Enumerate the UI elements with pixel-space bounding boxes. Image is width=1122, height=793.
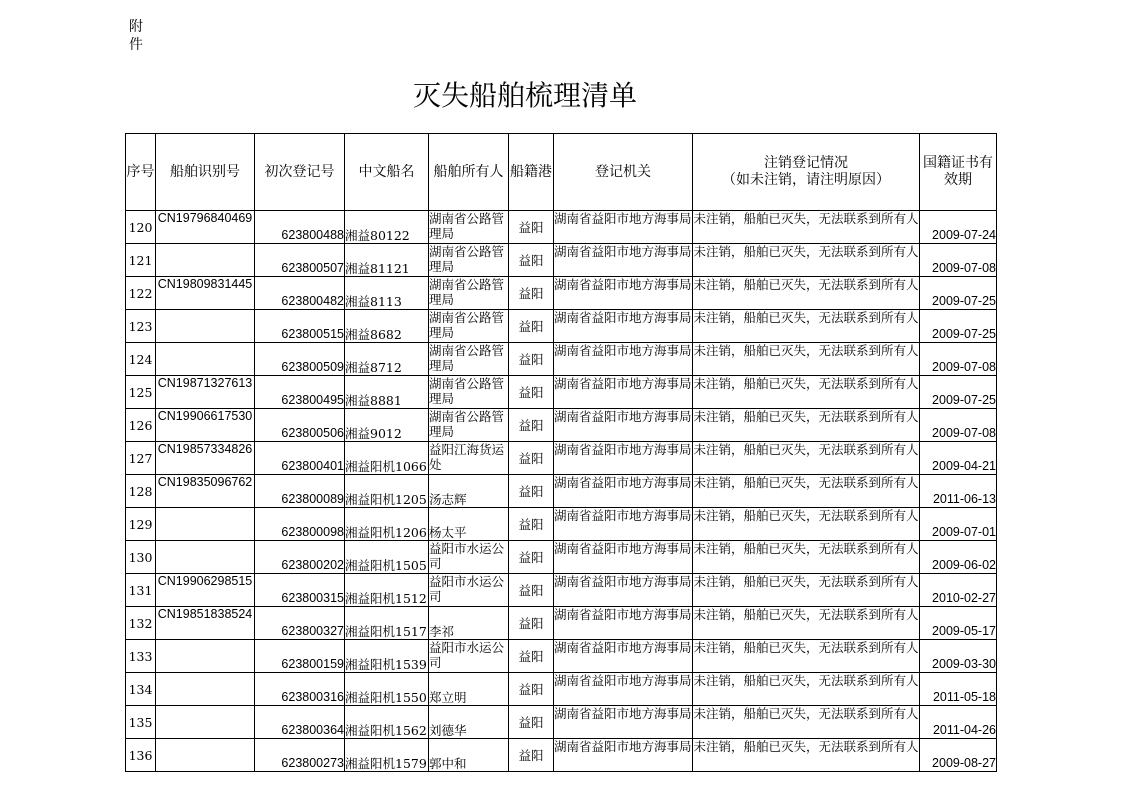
cell-status: 未注销，船舶已灭失，无法联系到所有人 [693,607,920,640]
cell-status: 未注销，船舶已灭失，无法联系到所有人 [693,244,920,277]
table-row [126,211,997,244]
cell-reg-no: 623800098 [255,508,345,541]
cell-seq: 120 [126,211,156,244]
header-name: 中文船名 [345,134,429,211]
cell-owner: 湖南省公路管理局 [429,211,509,244]
cell-seq: 124 [126,343,156,376]
header-owner: 船舶所有人 [429,134,509,211]
cell-validity: 2010-02-27 [920,574,997,607]
cell-seq: 129 [126,508,156,541]
header-status [693,134,920,211]
cell-office: 湖南省益阳市地方海事局 [554,673,693,706]
table-row [126,607,997,640]
cell-seq: 127 [126,442,156,475]
cell-validity: 2011-06-13 [920,475,997,508]
cell-reg-no: 623800488 [255,211,345,244]
cell-mmsi [156,244,255,277]
cell-port: 益阳 [509,607,554,640]
cell-validity: 2009-07-25 [920,277,997,310]
cell-name: 湘益阳机1205 [345,475,429,508]
cell-reg-no: 623800316 [255,673,345,706]
cell-mmsi: CN19851838524 [156,607,255,640]
cell-owner: 益阳江海货运处 [429,442,509,475]
cell-seq: 121 [126,244,156,277]
table-row [126,541,997,574]
cell-owner: 湖南省公路管理局 [429,277,509,310]
table-row [126,508,997,541]
cell-mmsi: CN19796840469 [156,211,255,244]
header-row [126,134,997,211]
cell-validity: 2009-07-08 [920,409,997,442]
cell-seq: 126 [126,409,156,442]
cell-port: 益阳 [509,574,554,607]
cell-name: 湘益81121 [345,244,429,277]
cell-owner: 益阳市水运公司 [429,640,509,673]
vessel-table [125,133,997,772]
cell-status: 未注销，船舶已灭失，无法联系到所有人 [693,673,920,706]
cell-mmsi: CN19835096762 [156,475,255,508]
table-row [126,244,997,277]
cell-validity: 2011-04-26 [920,706,997,739]
cell-owner: 益阳市水运公司 [429,574,509,607]
cell-seq: 123 [126,310,156,343]
cell-seq: 125 [126,376,156,409]
cell-reg-no: 623800482 [255,277,345,310]
page-title: 灭失船舶梳理清单 [412,79,637,112]
cell-status: 未注销，船舶已灭失，无法联系到所有人 [693,475,920,508]
cell-status: 未注销，船舶已灭失，无法联系到所有人 [693,739,920,772]
header-office: 登记机关 [554,134,693,211]
cell-office: 湖南省益阳市地方海事局 [554,508,693,541]
table-row [126,442,997,475]
cell-mmsi [156,310,255,343]
cell-mmsi: CN19906617530 [156,409,255,442]
cell-name: 湘益阳机1579 [345,739,429,772]
cell-mmsi [156,673,255,706]
cell-port: 益阳 [509,244,554,277]
cell-status: 未注销，船舶已灭失，无法联系到所有人 [693,211,920,244]
cell-status: 未注销，船舶已灭失，无法联系到所有人 [693,442,920,475]
cell-name: 湘益8682 [345,310,429,343]
cell-name: 湘益阳机1550 [345,673,429,706]
cell-mmsi: CN19906298515 [156,574,255,607]
table-row [126,277,997,310]
cell-name: 湘益8881 [345,376,429,409]
cell-seq: 135 [126,706,156,739]
cell-validity: 2009-07-08 [920,244,997,277]
cell-owner: 李祁 [429,607,509,640]
cell-name: 湘益8113 [345,277,429,310]
table-row [126,343,997,376]
header-validity: 国籍证书有效期 [920,134,997,211]
cell-name: 湘益阳机1505 [345,541,429,574]
cell-seq: 131 [126,574,156,607]
table-row [126,673,997,706]
cell-office: 湖南省益阳市地方海事局 [554,706,693,739]
cell-status: 未注销，船舶已灭失，无法联系到所有人 [693,706,920,739]
cell-owner: 湖南省公路管理局 [429,244,509,277]
cell-owner: 湖南省公路管理局 [429,343,509,376]
cell-port: 益阳 [509,277,554,310]
cell-port: 益阳 [509,211,554,244]
cell-port: 益阳 [509,475,554,508]
table-row [126,310,997,343]
cell-mmsi: CN19871327613 [156,376,255,409]
cell-reg-no: 623800495 [255,376,345,409]
cell-port: 益阳 [509,508,554,541]
cell-mmsi: CN19809831445 [156,277,255,310]
cell-reg-no: 623800159 [255,640,345,673]
cell-mmsi [156,706,255,739]
cell-owner: 汤志辉 [429,475,509,508]
cell-reg-no: 623800515 [255,310,345,343]
table-row [126,409,997,442]
cell-owner: 刘德华 [429,706,509,739]
cell-name: 湘益阳机1517 [345,607,429,640]
cell-validity: 2011-05-18 [920,673,997,706]
cell-owner: 杨太平 [429,508,509,541]
cell-validity: 2009-07-01 [920,508,997,541]
cell-office: 湖南省益阳市地方海事局 [554,343,693,376]
cell-office: 湖南省益阳市地方海事局 [554,244,693,277]
cell-owner: 益阳市水运公司 [429,541,509,574]
cell-status: 未注销，船舶已灭失，无法联系到所有人 [693,310,920,343]
table-row [126,706,997,739]
cell-seq: 134 [126,673,156,706]
table-row [126,475,997,508]
cell-seq: 122 [126,277,156,310]
cell-office: 湖南省益阳市地方海事局 [554,442,693,475]
cell-mmsi: CN19857334826 [156,442,255,475]
cell-office: 湖南省益阳市地方海事局 [554,739,693,772]
cell-validity: 2009-03-30 [920,640,997,673]
table-row [126,739,997,772]
cell-office: 湖南省益阳市地方海事局 [554,409,693,442]
cell-reg-no: 623800506 [255,409,345,442]
cell-validity: 2009-07-24 [920,211,997,244]
cell-port: 益阳 [509,640,554,673]
cell-port: 益阳 [509,310,554,343]
cell-name: 湘益阳机1512 [345,574,429,607]
cell-owner: 郭中和 [429,739,509,772]
table-row [126,376,997,409]
cell-port: 益阳 [509,442,554,475]
cell-status: 未注销，船舶已灭失，无法联系到所有人 [693,409,920,442]
header-seq: 序号 [126,134,156,211]
cell-status: 未注销，船舶已灭失，无法联系到所有人 [693,541,920,574]
cell-reg-no: 623800327 [255,607,345,640]
cell-mmsi [156,343,255,376]
cell-validity: 2009-08-27 [920,739,997,772]
cell-name: 湘益阳机1562 [345,706,429,739]
cell-port: 益阳 [509,343,554,376]
header-status-note: （如未注销，请注明原因） [722,172,890,188]
cell-validity: 2009-07-08 [920,343,997,376]
cell-owner: 郑立明 [429,673,509,706]
cell-office: 湖南省益阳市地方海事局 [554,607,693,640]
header-status-title: 注销登记情况 [764,155,848,171]
cell-mmsi [156,739,255,772]
cell-office: 湖南省益阳市地方海事局 [554,541,693,574]
cell-mmsi [156,508,255,541]
cell-status: 未注销，船舶已灭失，无法联系到所有人 [693,508,920,541]
cell-seq: 133 [126,640,156,673]
cell-office: 湖南省益阳市地方海事局 [554,640,693,673]
cell-reg-no: 623800202 [255,541,345,574]
cell-reg-no: 623800315 [255,574,345,607]
cell-status: 未注销，船舶已灭失，无法联系到所有人 [693,343,920,376]
cell-port: 益阳 [509,541,554,574]
cell-name: 湘益阳机1539 [345,640,429,673]
cell-validity: 2009-04-21 [920,442,997,475]
cell-status: 未注销，船舶已灭失，无法联系到所有人 [693,574,920,607]
cell-seq: 130 [126,541,156,574]
cell-port: 益阳 [509,376,554,409]
table-row [126,640,997,673]
cell-validity: 2009-07-25 [920,310,997,343]
cell-seq: 136 [126,739,156,772]
cell-owner: 湖南省公路管理局 [429,409,509,442]
cell-port: 益阳 [509,739,554,772]
cell-reg-no: 623800509 [255,343,345,376]
cell-seq: 132 [126,607,156,640]
cell-reg-no: 623800089 [255,475,345,508]
table-row [126,574,997,607]
cell-reg-no: 623800273 [255,739,345,772]
cell-validity: 2009-06-02 [920,541,997,574]
cell-port: 益阳 [509,706,554,739]
header-port: 船籍港 [509,134,554,211]
cell-name: 湘益阳机1206 [345,508,429,541]
cell-status: 未注销，船舶已灭失，无法联系到所有人 [693,640,920,673]
cell-owner: 湖南省公路管理局 [429,310,509,343]
cell-mmsi [156,640,255,673]
cell-name: 湘益阳机1066 [345,442,429,475]
cell-reg-no: 623800507 [255,244,345,277]
header-mmsi: 船舶识别号 [156,134,255,211]
cell-mmsi [156,541,255,574]
attachment-label: 附件 [129,19,143,53]
cell-validity: 2009-07-25 [920,376,997,409]
cell-office: 湖南省益阳市地方海事局 [554,211,693,244]
cell-port: 益阳 [509,673,554,706]
cell-office: 湖南省益阳市地方海事局 [554,475,693,508]
cell-reg-no: 623800364 [255,706,345,739]
cell-reg-no: 623800401 [255,442,345,475]
cell-office: 湖南省益阳市地方海事局 [554,310,693,343]
cell-office: 湖南省益阳市地方海事局 [554,277,693,310]
cell-validity: 2009-05-17 [920,607,997,640]
header-reg-no: 初次登记号 [255,134,345,211]
cell-name: 湘益80122 [345,211,429,244]
cell-office: 湖南省益阳市地方海事局 [554,574,693,607]
cell-owner: 湖南省公路管理局 [429,376,509,409]
cell-seq: 128 [126,475,156,508]
cell-name: 湘益8712 [345,343,429,376]
cell-status: 未注销，船舶已灭失，无法联系到所有人 [693,376,920,409]
cell-name: 湘益9012 [345,409,429,442]
cell-status: 未注销，船舶已灭失，无法联系到所有人 [693,277,920,310]
cell-port: 益阳 [509,409,554,442]
cell-office: 湖南省益阳市地方海事局 [554,376,693,409]
